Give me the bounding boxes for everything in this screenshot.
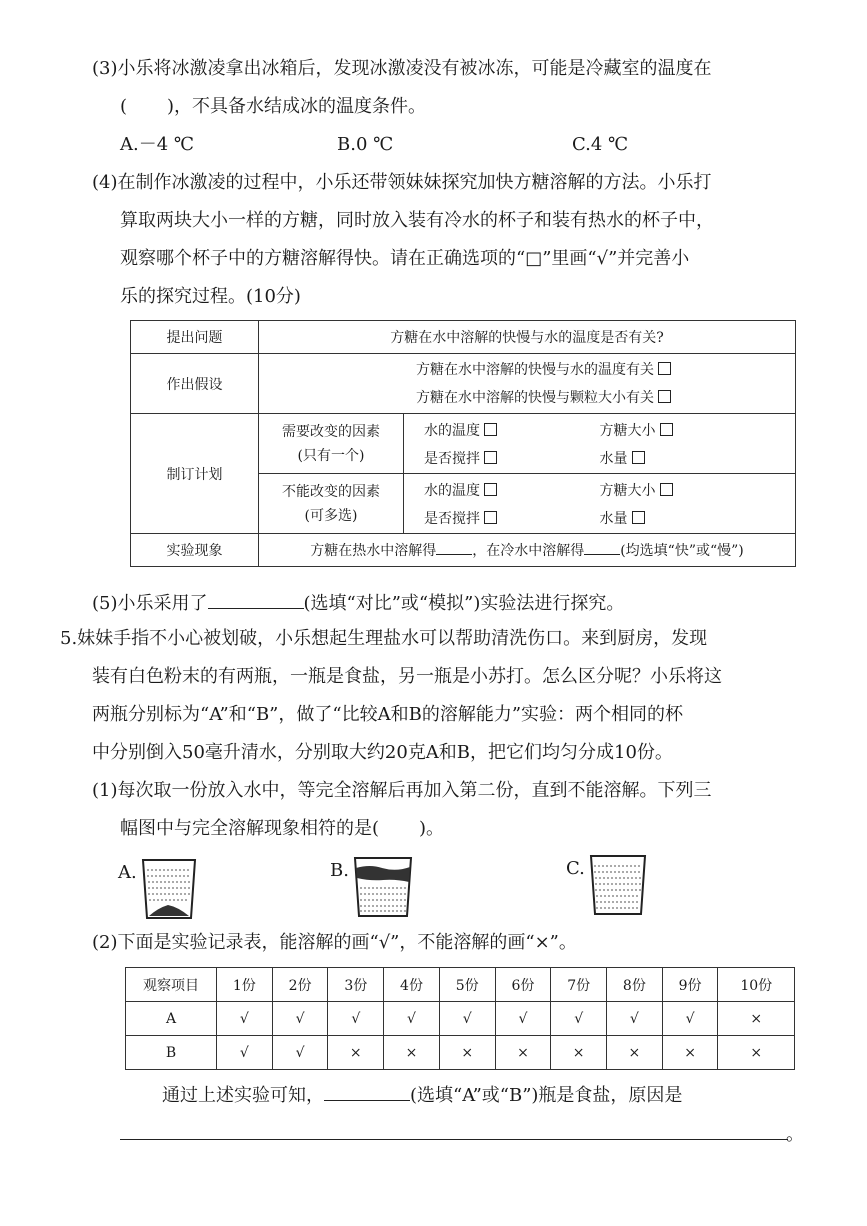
record-cell: √ <box>272 1036 328 1070</box>
keep-opt-size: 方糖大小 <box>599 482 656 499</box>
record-cell: √ <box>551 1002 607 1036</box>
checkbox-change-temp[interactable] <box>484 423 497 436</box>
q3-option-a: A.－4 ℃ <box>120 134 195 155</box>
beaker-label-b: B. <box>330 860 349 881</box>
keep-factor-options <box>404 474 796 534</box>
row-phenomenon-text <box>259 534 796 567</box>
s1-line1: (1)每次取一份放入水中，等完全溶解后再加入第二份，直到不能溶解。下列三 <box>92 780 712 801</box>
record-cell: 3份 <box>328 968 384 1002</box>
q5-line <box>92 588 624 617</box>
p5-line3: 两瓶分别标为“A”和“B”，做了“比较A和B的溶解能力”实验：两个相同的杯 <box>92 704 684 725</box>
keep-opt-stir: 是否搅拌 <box>424 510 480 527</box>
record-cell: 6份 <box>495 968 551 1002</box>
record-cell: √ <box>439 1002 495 1036</box>
record-cell: 8份 <box>607 968 663 1002</box>
conclusion-bottle-blank[interactable] <box>324 1080 410 1101</box>
record-cell: × <box>607 1036 663 1070</box>
s2-conclusion <box>162 1080 682 1109</box>
keep-opt-temp: 水的温度 <box>424 482 480 499</box>
s1-line2 <box>120 816 444 842</box>
q3-line2 <box>120 94 426 120</box>
keep-opt-water: 水量 <box>599 510 628 527</box>
record-cell: × <box>718 1036 795 1070</box>
row-phenomenon-label: 实验现象 <box>131 534 259 567</box>
keep-factor-title: 不能改变的因素 <box>282 483 380 500</box>
hypothesis-option-temp: 方糖在水中溶解的快慢与水的温度有关 <box>416 361 654 378</box>
checkbox-change-stir[interactable] <box>484 451 497 464</box>
record-cell: × <box>495 1036 551 1070</box>
change-opt-water: 水量 <box>599 450 628 467</box>
record-row-label: 观察项目 <box>126 968 217 1002</box>
reason-answer-line[interactable] <box>120 1139 788 1140</box>
beaker-a-icon <box>140 858 198 920</box>
row-hypothesis-label: 作出假设 <box>131 354 259 414</box>
q5-pre: (5)小乐采用了 <box>92 593 208 614</box>
phenomenon-cold: ，在冷水中溶解得 <box>472 543 585 559</box>
phenomenon-hint: (均选填“快”或“慢”) <box>620 543 744 559</box>
row-question-text: 方糖在水中溶解的快慢与水的温度是否有关? <box>259 321 796 354</box>
hypothesis-option-size: 方糖在水中溶解的快慢与颗粒大小有关 <box>416 389 654 406</box>
checkbox-keep-size[interactable] <box>660 483 673 496</box>
record-cell: × <box>551 1036 607 1070</box>
record-cell: √ <box>607 1002 663 1036</box>
record-cell: √ <box>384 1002 440 1036</box>
checkbox-hypothesis-size[interactable] <box>658 390 671 403</box>
record-row-label: A <box>126 1002 217 1036</box>
checkbox-keep-stir[interactable] <box>484 511 497 524</box>
blank-cold-speed[interactable] <box>584 540 620 555</box>
record-cell: 1份 <box>217 968 273 1002</box>
record-cell: 5份 <box>439 968 495 1002</box>
q4-line1: (4)在制作冰激凌的过程中，小乐还带领妹妹探究加快方糖溶解的方法。小乐打 <box>92 172 712 193</box>
record-table <box>125 967 795 1070</box>
record-cell: 7份 <box>551 968 607 1002</box>
checkbox-hypothesis-temp[interactable] <box>658 362 671 375</box>
row-plan-label: 制订计划 <box>131 414 259 534</box>
change-factor-label <box>259 414 404 474</box>
s1-line2-post: )。 <box>419 818 445 839</box>
keep-factor-label <box>259 474 404 534</box>
q3-line1: (3)小乐将冰激凌拿出冰箱后，发现冰激凌没有被冰冻，可能是冷藏室的温度在 <box>92 58 712 79</box>
record-cell: √ <box>328 1002 384 1036</box>
p5-line1: 5.妹妹手指不小心被划破，小乐想起生理盐水可以帮助清洗伤口。来到厨房，发现 <box>60 628 708 649</box>
row-hypothesis-options <box>259 354 796 414</box>
q3-option-c: C.4 ℃ <box>572 134 629 155</box>
beaker-label-c: C. <box>566 858 585 879</box>
record-row-b <box>126 1036 795 1070</box>
reason-end-mark: 。 <box>786 1124 804 1145</box>
change-opt-stir: 是否搅拌 <box>424 450 480 467</box>
beaker-c-icon <box>588 854 648 916</box>
q3-paren-open: ( <box>120 96 128 117</box>
q3-option-b: B.0 ℃ <box>337 134 394 155</box>
p5-line2: 装有白色粉末的有两瓶，一瓶是食盐，另一瓶是小苏打。怎么区分呢？小乐将这 <box>92 666 722 687</box>
record-cell: 4份 <box>384 968 440 1002</box>
record-cell: × <box>439 1036 495 1070</box>
record-cell: √ <box>217 1002 273 1036</box>
keep-factor-note: (可多选) <box>304 507 358 524</box>
beaker-label-a: A. <box>118 862 137 883</box>
record-cell: 9份 <box>662 968 718 1002</box>
record-cell: × <box>328 1036 384 1070</box>
record-cell: √ <box>272 1002 328 1036</box>
inquiry-table <box>130 320 796 567</box>
q4-line2: 算取两块大小一样的方糖，同时放入装有冷水的杯子和装有热水的杯子中， <box>120 210 714 231</box>
record-row-a <box>126 1002 795 1036</box>
checkbox-change-size[interactable] <box>660 423 673 436</box>
q4-line4: 乐的探究过程。(10分) <box>120 286 301 307</box>
record-row-label: B <box>126 1036 217 1070</box>
s1-line2-pre: 幅图中与完全溶解现象相符的是( <box>120 818 380 839</box>
change-opt-size: 方糖大小 <box>599 422 656 439</box>
checkbox-keep-water[interactable] <box>632 511 645 524</box>
q5-answer-blank[interactable] <box>208 588 304 609</box>
record-cell: √ <box>662 1002 718 1036</box>
phenomenon-hot: 方糖在热水中溶解得 <box>310 543 437 559</box>
checkbox-keep-temp[interactable] <box>484 483 497 496</box>
record-cell: 2份 <box>272 968 328 1002</box>
checkbox-change-water[interactable] <box>632 451 645 464</box>
change-factor-note: (只有一个) <box>297 447 365 464</box>
change-factor-options <box>404 414 796 474</box>
conclusion-pre: 通过上述实验可知， <box>162 1085 324 1106</box>
record-cell: √ <box>217 1036 273 1070</box>
beaker-b-icon <box>352 856 414 918</box>
q5-post: (选填“对比”或“模拟”)实验法进行探究。 <box>303 593 625 614</box>
p5-line4: 中分别倒入50毫升清水，分别取大约20克A和B，把它们均匀分成10份。 <box>92 742 673 763</box>
record-cell: × <box>662 1036 718 1070</box>
record-cell: 10份 <box>718 968 795 1002</box>
blank-hot-speed[interactable] <box>436 540 472 555</box>
q3-line2-text: )，不具备水结成冰的温度条件。 <box>167 96 427 117</box>
change-factor-title: 需要改变的因素 <box>282 423 380 440</box>
s2-intro: (2)下面是实验记录表，能溶解的画“√”，不能溶解的画“×”。 <box>92 932 577 953</box>
conclusion-post: (选填“A”或“B”)瓶是食盐，原因是 <box>410 1085 683 1106</box>
record-header-row <box>126 968 795 1002</box>
row-question-label: 提出问题 <box>131 321 259 354</box>
record-cell: × <box>718 1002 795 1036</box>
record-cell: √ <box>495 1002 551 1036</box>
change-opt-temp: 水的温度 <box>424 422 480 439</box>
record-cell: × <box>384 1036 440 1070</box>
q4-line3: 观察哪个杯子中的方糖溶解得快。请在正确选项的“□”里画“√”并完善小 <box>120 248 690 269</box>
